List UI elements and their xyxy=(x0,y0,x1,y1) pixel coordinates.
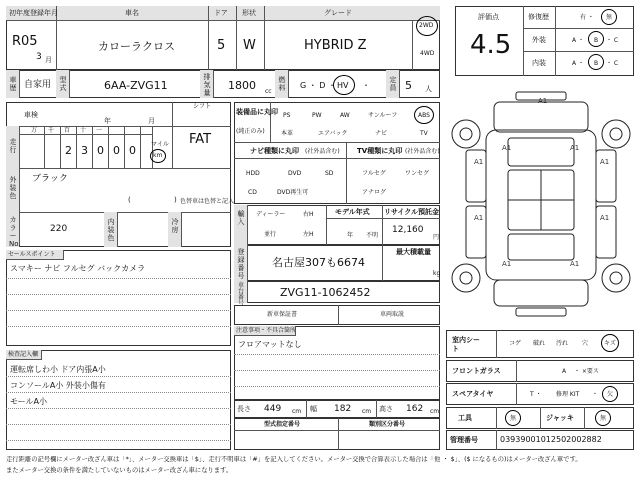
width-cm: cm xyxy=(362,408,372,415)
interior-color-label: 内装色 xyxy=(107,218,115,242)
color-paren-close: ) xyxy=(174,196,177,204)
grade: HYBRID Z xyxy=(304,38,367,53)
inspection-year: 年 xyxy=(104,117,111,125)
equip-tv: TV xyxy=(420,130,428,137)
displacement: 1800 xyxy=(228,79,256,92)
equip-pw: PW xyxy=(312,112,322,119)
width-value: 182 xyxy=(334,404,352,414)
first-reg-year: R05 xyxy=(12,34,38,49)
spare-dot: ・ xyxy=(592,391,599,398)
jack-value: 無 xyxy=(600,415,607,422)
equipment-sub: (純正のみ) xyxy=(236,128,265,135)
length-label: 長さ xyxy=(237,405,251,413)
mileage-digit-label-1: 千 xyxy=(48,127,55,134)
new-car-box xyxy=(234,305,440,325)
mileage-digit-0: 2 xyxy=(65,144,72,157)
repair-no: 無 xyxy=(606,14,613,21)
tv-fullseg: フルセグ xyxy=(362,170,386,177)
model: 6AA-ZVG11 xyxy=(104,79,168,92)
first-reg-month: 3 xyxy=(36,52,42,62)
navi-dvd: DVD xyxy=(288,170,302,177)
import-right: 右H xyxy=(303,211,314,218)
shift-label: シフト xyxy=(193,103,212,110)
sales-point-label: セールスポイント xyxy=(8,251,56,258)
color-no-label: カラーNo. xyxy=(9,216,21,248)
height-label: 高さ xyxy=(379,405,393,413)
equip-airbag: エアバック xyxy=(318,130,348,137)
spare-selected: 欠 xyxy=(607,391,614,398)
length-cm: cm xyxy=(292,408,302,415)
navi-sub: (社外品含む) xyxy=(305,148,340,155)
navi-dvd-play: DVD再生可 xyxy=(277,189,309,196)
mark-a1-7: A1 xyxy=(502,260,512,268)
equip-aw: AW xyxy=(340,112,350,119)
capacity-label: 定員 xyxy=(389,76,397,92)
recycle-value: 12,160 xyxy=(392,225,424,235)
type-label: 型式指定番号 xyxy=(264,421,301,428)
mileage-digit-label-2: 百 xyxy=(64,127,71,134)
drive-4wd: 4WD xyxy=(420,50,435,57)
spare-kit: 修理 KIT xyxy=(556,391,580,398)
notes-text: フロアマットなし xyxy=(238,340,302,349)
glass-label: フロントガラス xyxy=(452,367,501,375)
width-label: 幅 xyxy=(310,405,317,413)
model-label: 型式 xyxy=(59,76,67,92)
mileage-digit-3: 0 xyxy=(113,144,120,157)
category: 自家用 xyxy=(24,80,52,90)
interior-c: ・ C xyxy=(606,60,619,67)
notes-label: 注意事項・不具合箇所 xyxy=(236,327,297,334)
tools-label: 工具 xyxy=(458,414,472,422)
mark-a1-2: A1 xyxy=(570,144,580,152)
max-load-kg: kg xyxy=(433,270,441,277)
repair-label: 修復歴 xyxy=(528,13,549,21)
chassis-value: ZVG11-1062452 xyxy=(280,286,371,299)
import-label: 輸入 xyxy=(237,210,245,226)
color-paren: ( xyxy=(128,196,131,204)
interior-a: A ・ xyxy=(572,60,585,67)
color-value: ブラック xyxy=(32,174,68,184)
capacity: 5 xyxy=(405,79,412,92)
navi-sd: SD xyxy=(325,170,334,177)
mileage-digit-2: 0 xyxy=(97,144,104,157)
chassis-label: 車台番号 xyxy=(237,282,244,307)
seat-label: 室内シート xyxy=(452,336,480,353)
height-cm: cm xyxy=(430,408,440,415)
recycle-label: リサイクル預託金 xyxy=(384,208,440,216)
spare-t: T ・ xyxy=(530,391,542,398)
shape: W xyxy=(243,38,256,53)
sales-point-text: スマキー ナビ フルセグ バックカメラ xyxy=(10,264,146,273)
fuel-options: G ・ D ・ xyxy=(300,81,336,90)
equip-abs: ABS xyxy=(418,112,430,119)
mileage-digit-4: 0 xyxy=(129,144,136,157)
score-label: 評価点 xyxy=(478,13,499,21)
displacement-label: 排気量 xyxy=(203,73,211,97)
spare-label: スペアタイヤ xyxy=(452,390,494,398)
shape-label: 形状 xyxy=(242,9,256,17)
mileage-unit-km: km xyxy=(153,152,163,159)
notes-box xyxy=(234,326,440,400)
equipment-label: 装備品に丸印 xyxy=(236,108,278,116)
mileage-digit-label-4: 一 xyxy=(96,127,103,134)
color-label: 外装色 xyxy=(9,176,17,200)
mark-a1-0: A1 xyxy=(538,97,548,105)
inspection-label: 車検 xyxy=(24,111,38,119)
equip-ps: PS xyxy=(283,112,291,119)
equip-sunroof: サンルーフ xyxy=(368,112,398,119)
row2 xyxy=(6,70,440,98)
drive-2wd: 2WD xyxy=(419,22,434,29)
exterior-a: A ・ xyxy=(572,37,585,44)
fuel-other: ・ xyxy=(362,81,370,90)
model-year-unknown: 不明 xyxy=(366,232,379,239)
seat-selected: キズ xyxy=(604,340,616,347)
color-no: 220 xyxy=(50,224,68,234)
max-load-label: 最大積載量 xyxy=(396,248,431,256)
glass-a: A xyxy=(562,368,567,375)
exhaust-label: 冷房 xyxy=(171,218,179,234)
new-car-warranty: 新車保証書 xyxy=(267,311,298,318)
color-note: 色替車は色替と記入 xyxy=(180,198,235,205)
equip-leather: 本革 xyxy=(281,130,294,137)
model-year-label: モデル年式 xyxy=(335,208,370,216)
import-left: 左H xyxy=(303,231,314,238)
car-diagram xyxy=(446,90,636,320)
car-name-label: 車名 xyxy=(125,9,139,17)
new-car-manual: 車両取説 xyxy=(380,311,405,318)
seat-item-0: コゲ xyxy=(509,340,522,347)
exterior-b: B xyxy=(594,37,599,44)
fuel-label: 燃料 xyxy=(278,76,286,92)
exterior-c: ・ C xyxy=(606,37,619,44)
mark-a1-4: A1 xyxy=(600,158,610,166)
import-dealer: ディーラー xyxy=(256,211,286,218)
seat-item-3: 穴 xyxy=(582,340,589,347)
tv-oneseg: ワンセグ xyxy=(405,170,430,177)
mark-a1-6: A1 xyxy=(600,214,610,222)
cc-unit: cc xyxy=(265,88,272,95)
mgmt-value: 03939001012502002882 xyxy=(500,435,602,444)
navi-hdd: HDD xyxy=(246,170,260,177)
navi-cd: CD xyxy=(248,189,257,196)
model-year-year: 年 xyxy=(347,232,354,239)
tv-analog: アナログ xyxy=(362,189,387,196)
glass-x: ・ ×要ス xyxy=(574,368,599,375)
doors: 5 xyxy=(217,38,226,53)
category-label: 車歴 xyxy=(9,76,17,92)
capacity-unit: 人 xyxy=(425,85,432,93)
mileage-label: 走行 xyxy=(9,138,17,154)
import-parallel: 並行 xyxy=(264,231,277,238)
recycle-yen: 円 xyxy=(433,234,440,241)
first-reg-label: 初年度登録年月 xyxy=(9,9,58,17)
tools-value: 無 xyxy=(510,415,517,422)
registration-label: 登録番号 xyxy=(237,248,245,280)
interior-label: 内装 xyxy=(532,59,546,67)
tv-title: TV種類に丸印 xyxy=(357,147,403,155)
inspector-label: 検査記入欄 xyxy=(8,351,39,358)
inspector-line-2: モールA小 xyxy=(10,397,47,406)
mileage-digit-label-0: 万 xyxy=(31,127,38,134)
mileage-digit-1: 3 xyxy=(81,144,88,157)
length-value: 449 xyxy=(264,404,282,414)
mileage-unit-mile: マイル xyxy=(151,141,169,148)
doors-label: ドア xyxy=(214,9,228,17)
seat-item-1: 破れ xyxy=(533,340,546,347)
repair-yes: 有 ・ xyxy=(580,14,594,21)
jack-label: ジャッキ xyxy=(546,414,574,422)
car-name: カローラクロス xyxy=(98,40,175,53)
navi-title: ナビ種類に丸印 xyxy=(250,147,299,155)
mark-a1-1: A1 xyxy=(502,144,512,152)
class-label: 類別区分番号 xyxy=(369,421,406,428)
score: 4.5 xyxy=(470,30,512,60)
footer-line-1: 走行距離の記号欄にメーター改ざん車は「*」、メーター交換車は「$」、走行不明車は「#」を記入してください。メーター交換で合算表示した場合は「他 ・ $」、($ になるもの)はメーター改ざん車です。 xyxy=(6,456,582,463)
height-value: 162 xyxy=(406,404,424,414)
exterior-label: 外装 xyxy=(532,36,546,44)
equip-navi: ナビ xyxy=(375,130,388,137)
mileage-digit-label-3: 十 xyxy=(80,127,87,134)
inspector-line-0: 運転席しわ小 ドア内張A小 xyxy=(10,365,106,374)
grade-label: グレード xyxy=(324,9,352,17)
fuel-selected: HV xyxy=(337,81,349,90)
mark-a1-8: A1 xyxy=(570,260,580,268)
mark-a1-3: A1 xyxy=(474,158,484,166)
seat-item-2: 汚れ xyxy=(556,340,569,347)
mark-a1-5: A1 xyxy=(474,214,484,222)
footer-line-2: またメーター交換の条件を満たしていないものはメーター改ざん車になります。 xyxy=(6,467,233,474)
inspector-line-1: コンソールA小 外装小傷有 xyxy=(10,381,106,390)
shift: FAT xyxy=(189,132,212,147)
registration-value: 名古屋307も6674 xyxy=(272,256,365,269)
inspection-month: 月 xyxy=(148,117,155,125)
mgmt-label: 管理番号 xyxy=(450,436,478,444)
interior-b: B xyxy=(594,60,599,67)
tv-sub: (社外品含む) xyxy=(405,148,440,155)
month-unit: 月 xyxy=(45,56,52,64)
